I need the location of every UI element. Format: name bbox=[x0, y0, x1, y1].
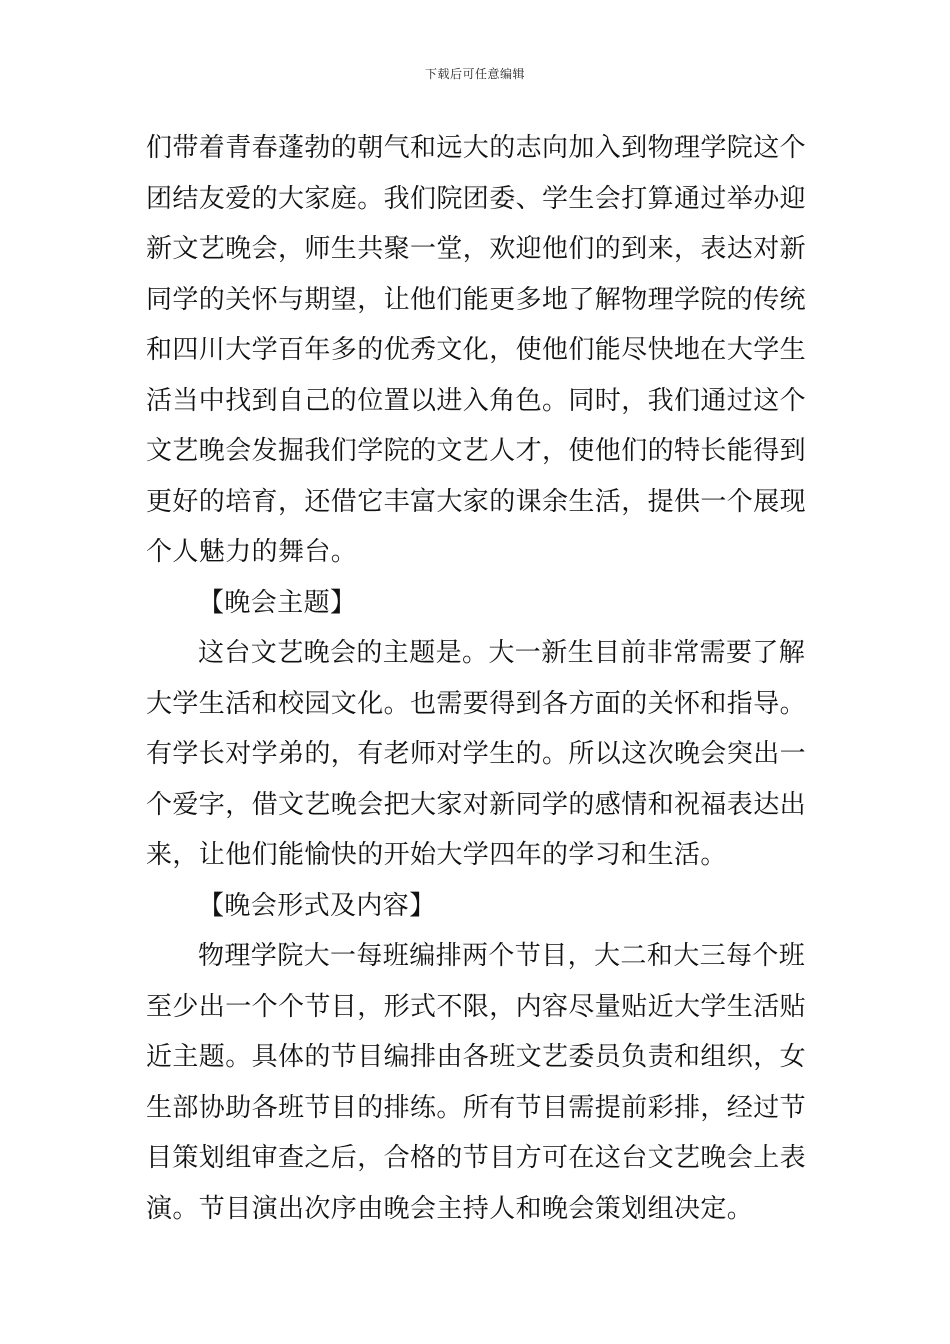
paragraph-line: 生部协助各班节目的排练。所有节目需提前彩排，经过节 bbox=[146, 1092, 807, 1123]
paragraph-line: 近主题。具体的节目编排由各班文艺委员负责和组织，女 bbox=[146, 1042, 807, 1072]
paragraph-line: 有学长对学弟的，有老师对学生的。所以这次晚会突出一 bbox=[146, 739, 807, 769]
paragraph-line: 团结友爱的大家庭。我们院团委、学生会打算通过举办迎 bbox=[146, 183, 807, 214]
paragraph-line: 和四川大学百年多的优秀文化，使他们能尽快地在大学生 bbox=[146, 335, 807, 365]
paragraph-line: 目策划组审查之后，合格的节目方可在这台文艺晚会上表 bbox=[146, 1143, 807, 1173]
section-heading-format: 【晚会形式及内容】 bbox=[198, 890, 436, 921]
paragraph-line: 这台文艺晚会的主题是。大一新生目前非常需要了解 bbox=[198, 638, 806, 668]
paragraph-line: 演。节目演出次序由晚会主持人和晚会策划组决定。 bbox=[146, 1193, 754, 1224]
section-heading-theme: 【晚会主题】 bbox=[198, 587, 357, 618]
paragraph-line: 个人魅力的舞台。 bbox=[146, 537, 358, 567]
paragraph-line: 新文艺晚会，师生共聚一堂，欢迎他们的到来，表达对新 bbox=[146, 234, 807, 264]
paragraph-line: 至少出一个个节目，形式不限，内容尽量贴近大学生活贴 bbox=[146, 991, 807, 1022]
paragraph-line: 来，让他们能愉快的开始大学四年的学习和生活。 bbox=[146, 840, 727, 870]
paragraph-line: 物理学院大一每班编排两个节目，大二和大三每个班 bbox=[198, 941, 806, 971]
page-header: 下载后可任意编辑 bbox=[424, 67, 525, 81]
paragraph-line: 文艺晚会发掘我们学院的文艺人才，使他们的特长能得到 bbox=[146, 436, 807, 466]
paragraph-line: 大学生活和校园文化。也需要得到各方面的关怀和指导。 bbox=[146, 688, 807, 719]
paragraph-line: 个爱字，借文艺晚会把大家对新同学的感情和祝福表达出 bbox=[146, 789, 807, 820]
document-body bbox=[146, 123, 806, 1234]
paragraph-line: 们带着青春蓬勃的朝气和远大的志向加入到物理学院这个 bbox=[146, 133, 807, 163]
paragraph-line: 同学的关怀与期望，让他们能更多地了解物理学院的传统 bbox=[146, 284, 807, 315]
paragraph-line: 活当中找到自己的位置以进入角色。同时，我们通过这个 bbox=[146, 385, 807, 416]
paragraph-line: 更好的培育，还借它丰富大家的课余生活，提供一个展现 bbox=[146, 486, 807, 517]
